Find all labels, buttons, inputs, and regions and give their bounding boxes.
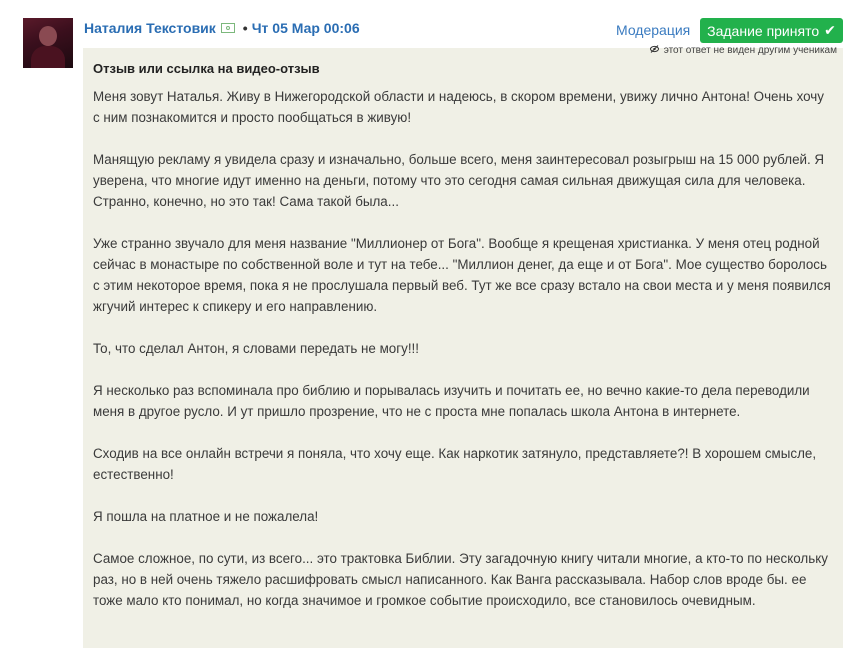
answer-paragraph: То, что сделал Антон, я словами передать не могу!!! xyxy=(93,341,419,356)
answer-paragraph: Сходив на все онлайн встречи я поняла, что хочу еще. Как наркотик затянуло, представляете?! В хорошем смысле, естественно! xyxy=(93,446,817,482)
answer-paragraph: Самое сложное, по сути, из всего... это трактовка Библии. Эту загадочную книгу читали многие, а кто-то по нескольку раз, но в ней очень тяжело расшифровать смысл написанного. Как Ванга рассказывала. Набор слов вроде бы. ее тоже мало кто понимал, но когда значимое и громкое событие происходило, все становилось очевидным. xyxy=(93,551,828,608)
post-header xyxy=(84,20,360,36)
answer-paragraph: Манящую рекламу я увидела сразу и изначально, больше всего, меня заинтересовал розыгрыш на 15 000 рублей. Я уверена, что многие идут именно на деньги, потому что это сегодня самая сильная движущая сила для человека. Странно, конечно, но это так! Сама такой была... xyxy=(93,152,825,209)
money-icon xyxy=(221,23,235,33)
answer-paragraph: Уже странно звучало для меня название "Миллионер от Бога". Вообще я крещеная христианка. У меня отец родной сейчас в монастыре по собственной воле и тут на тебе... "Миллион денег, да еще и от Бога". Мое существо боролось с этим некоторое время, пока я не прослушала первый веб. Тут же все сразу встало на свои места и у меня появился жгучий интерес к спикеру и его направлению. xyxy=(93,236,831,314)
answer-content xyxy=(93,86,833,632)
post-date[interactable]: Чт 05 Мар 00:06 xyxy=(251,20,360,36)
eye-slash-icon xyxy=(650,45,662,56)
visibility-note-text: этот ответ не виден другим ученикам xyxy=(663,45,837,56)
answer-title: Отзыв или ссылка на видео-отзыв xyxy=(93,61,320,76)
moderation-link[interactable]: Модерация xyxy=(616,22,691,38)
avatar[interactable] xyxy=(23,18,73,68)
answer-card xyxy=(83,45,843,648)
answer-paragraph: Меня зовут Наталья. Живу в Нижегородской области и надеюсь, в скором времени, увижу лично Антона! Очень хочу с ним познакомится и просто пообщаться в живую! xyxy=(93,89,824,125)
header-separator: • xyxy=(242,20,248,36)
answer-paragraph: Я пошла на платное и не пожалела! xyxy=(93,509,319,524)
avatar-face xyxy=(39,26,57,46)
task-accepted-button[interactable] xyxy=(700,18,843,43)
check-icon: ✔ xyxy=(824,22,836,38)
avatar-body xyxy=(31,46,65,68)
visibility-note xyxy=(650,45,837,56)
task-accepted-label: Задание принято xyxy=(707,22,820,39)
author-name[interactable]: Наталия Текстовик xyxy=(84,20,216,36)
answer-paragraph: Я несколько раз вспоминала про библию и порывалась изучить и почитать ее, но вечно какие-то дела переводили меня в другое русло. И ут пришло прозрение, что не с проста мне попалась школа Антона в интернете. xyxy=(93,383,810,419)
